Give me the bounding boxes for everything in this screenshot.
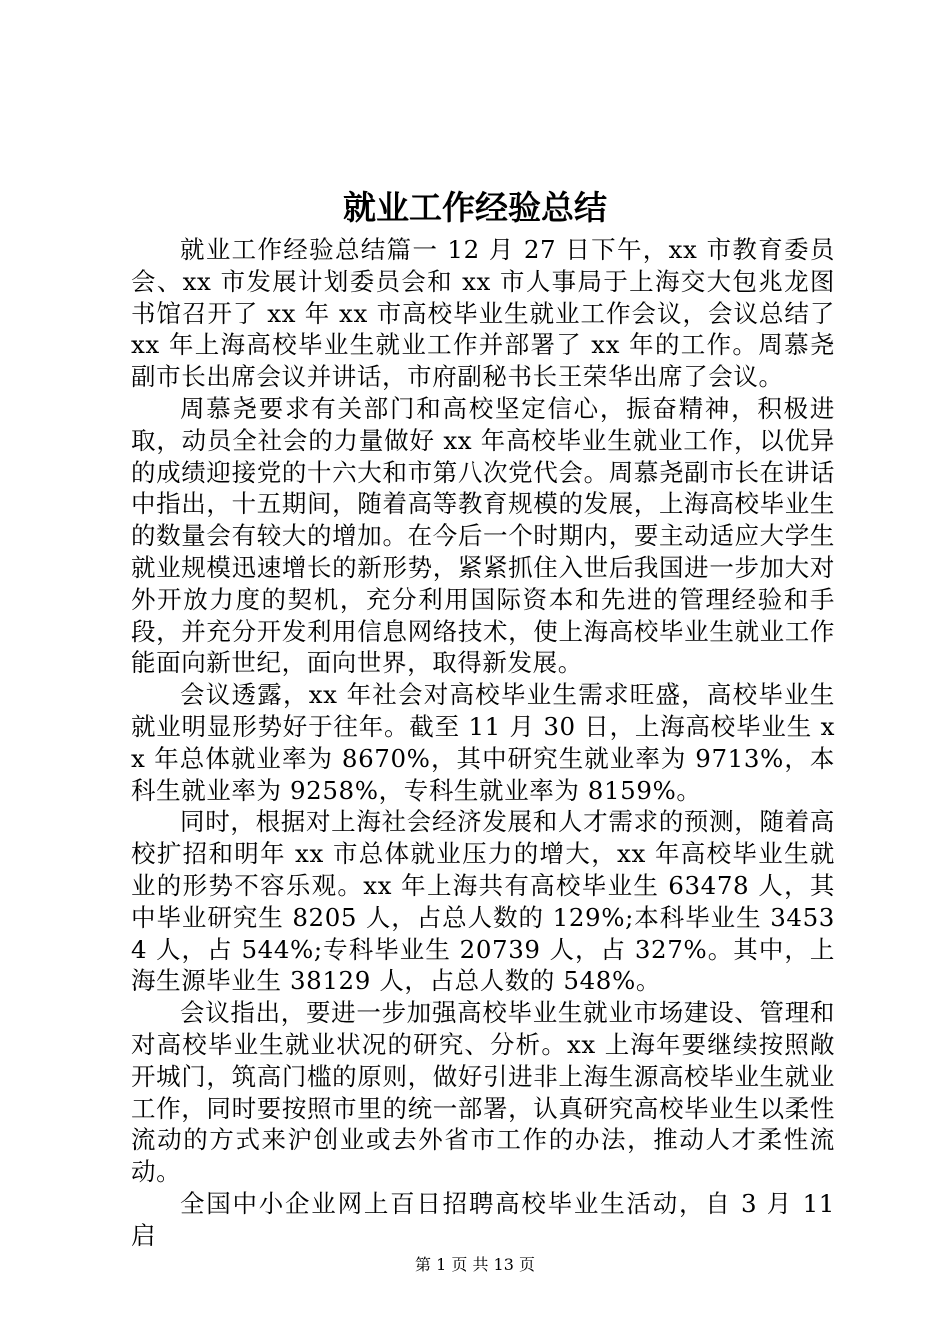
page-footer: 第 1 页 共 13 页 (415, 1255, 535, 1274)
paragraph: 全国中小企业网上百日招聘高校毕业生活动，自 3 月 11 启 (131, 1188, 835, 1250)
paragraph: 就业工作经验总结篇一 12 月 27 日下午，xx 市教育委员会、xx 市发展计划委员会和 xx 市人事局于上海交大包兆龙图书馆召开了 xx 年 xx 市高校毕业生就业工作会议，会议总结了 xx 年上海高校毕业生就业工作并部署了 xx 年的工作。周慕尧副市长出席会议并讲话，市府副秘书长王荣华出席了会议。 (131, 235, 835, 392)
document-body (131, 234, 835, 1252)
paragraph: 会议指出，要进一步加强高校毕业生就业市场建设、管理和对高校毕业生就业状况的研究、分析。xx 上海年要继续按照敞开城门，筑高门槛的原则，做好引进非上海生源高校毕业生就业工作，同时要按照市里的统一部署，认真研究高校毕业生以柔性流动的方式来沪创业或去外省市工作的办法，推动人才柔性流动。 (131, 998, 835, 1187)
paragraph: 周慕尧要求有关部门和高校坚定信心，振奋精神，积极进取，动员全社会的力量做好 xx 年高校毕业生就业工作，以优异的成绩迎接党的十六大和市第八次党代会。周慕尧副市长在讲话中指出，十五期间，随着高等教育规模的发展，上海高校毕业生的数量会有较大的增加。在今后一个时期内，要主动适应大学生就业规模迅速增长的新形势，紧紧抓住入世后我国进一步加大对外开放力度的契机，充分利用国际资本和先进的管理经验和手段，并充分开发利用信息网络技术，使上海高校毕业生就业工作能面向新世纪，面向世界，取得新发展。 (131, 393, 835, 678)
paragraph: 同时，根据对上海社会经济发展和人才需求的预测，随着高校扩招和明年 xx 市总体就业压力的增大，xx 年高校毕业生就业的形势不容乐观。xx 年上海共有高校毕业生 63478 人，其中毕业研究生 8205 人，占总人数的 129%;本科毕业生 34534 人，占 544%;专科毕业生 20739 人，占 327%。其中，上海生源毕业生 38129 人，占总人数的 548%。 (131, 807, 835, 996)
paragraph: 会议透露，xx 年社会对高校毕业生需求旺盛，高校毕业生就业明显形势好于往年。截至 11 月 30 日，上海高校毕业生 xx 年总体就业率为 8670%，其中研究生就业率为 9713%，本科生就业率为 9258%，专科生就业率为 8159%。 (131, 680, 835, 805)
document-title: 就业工作经验总结 (343, 188, 607, 227)
